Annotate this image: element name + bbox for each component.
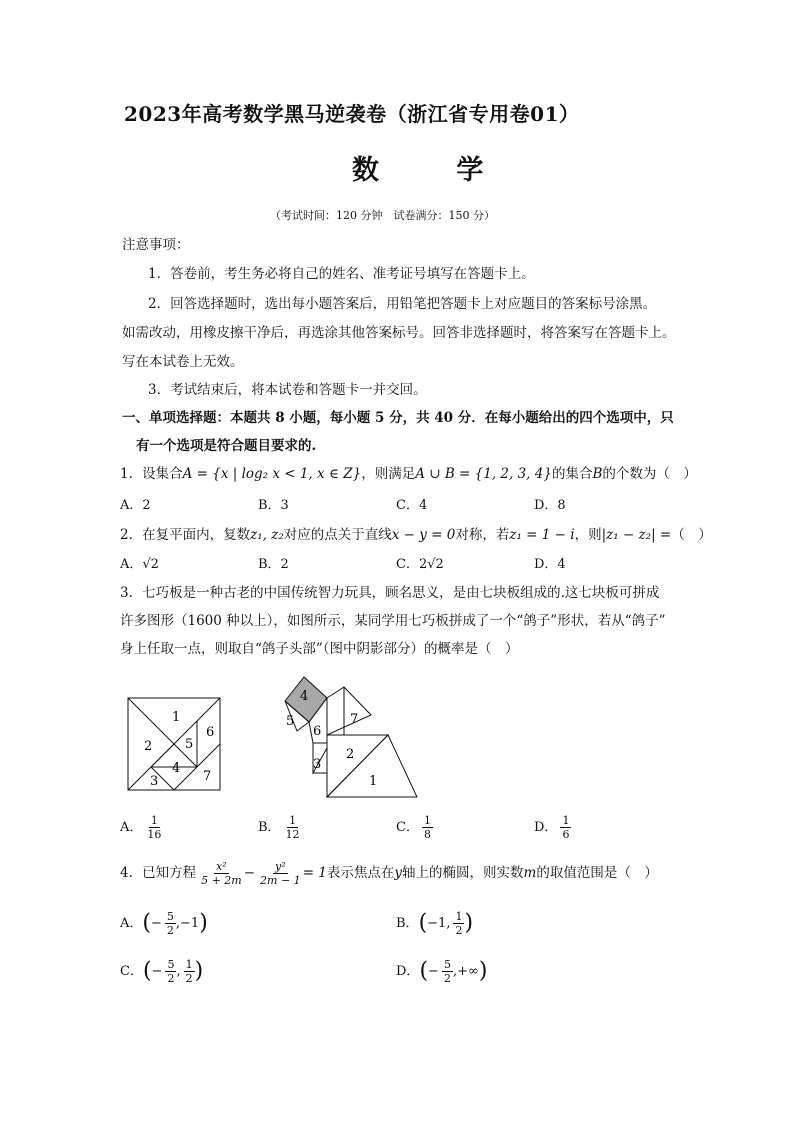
q4-fraction-y [258, 860, 303, 887]
q3-option-a-letter: A． [120, 820, 143, 835]
q3-option-c-num: 1 [423, 814, 431, 827]
q4-option-c-right-den: 2 [185, 972, 193, 985]
question-3-line1: 3．七巧板是一种古老的中国传统智力玩具，顾名思义，是由七块板组成的.这七块板可拼成 [120, 585, 660, 601]
q1-b-var: B [592, 466, 603, 482]
q1-text-a: 1．设集合 [120, 466, 183, 482]
q1-text-d: 的个数为（ ） [602, 466, 697, 482]
time-info: （考试时间：120 分钟 试卷满分：150 分） [270, 209, 495, 222]
pigeon-label-5: 5 [286, 714, 295, 729]
q3-option-b-fraction [284, 814, 302, 841]
question-4-stem [120, 860, 658, 887]
q1-option-c: C．4 [396, 498, 428, 513]
q4-option-b-frac [453, 910, 464, 937]
q4-option-c-right-frac [184, 958, 195, 985]
q4-option-a-left-num: 5 [166, 910, 174, 923]
q4-option-a-letter: A． [120, 916, 143, 931]
q3-option-d-num: 1 [562, 814, 570, 827]
q4-option-d-frac [442, 958, 453, 985]
notice-item-3: 3．考试结束后，将本试卷和答题卡一并交回。 [148, 382, 427, 398]
q1-option-d: D．8 [534, 498, 566, 513]
q1-text-b: ，则满足 [361, 466, 416, 482]
q1-set-expr: A = {x | log₂ x < 1, x ∈ Z} [182, 466, 362, 482]
pigeon-label-3: 3 [313, 757, 322, 772]
q4-option-d-right: +∞ [457, 964, 479, 979]
q3-option-c [396, 814, 433, 841]
section-heading-line2: 有一个选项是符合题目要求的. [136, 438, 317, 454]
q3-option-a-den: 16 [147, 828, 162, 841]
q2-option-d: D．4 [534, 557, 566, 572]
notice-item-2a: 2．回答选择题时，选出每小题答案后，用铅笔把答题卡上对应题目的答案标号涂黑。 [148, 296, 657, 312]
square-label-5: 5 [185, 737, 194, 752]
q4-option-b: B．(−1, $\frac{1}{2}$ ) [396, 910, 474, 937]
q3-option-d-letter: D． [534, 820, 558, 835]
square-label-7: 7 [203, 769, 212, 784]
q3-option-a-fraction [145, 814, 163, 841]
q1-text-c: 的集合 [551, 466, 593, 482]
q2-option-c: C．2√2 [396, 557, 444, 572]
square-label-3: 3 [150, 774, 159, 789]
q4-m-var: m [523, 865, 537, 881]
q4-text-c: 轴上的椭圆，则实数 [402, 865, 524, 881]
q3-option-c-letter: C． [396, 820, 419, 835]
q4-option-b-right-den: 2 [455, 924, 463, 937]
q4-option-c-right-num: 1 [185, 958, 193, 971]
q4-f1-num: x² [216, 860, 227, 873]
notice-item-2c: 写在本试卷上无效。 [122, 354, 244, 370]
q4-option-a-frac [165, 910, 176, 937]
square-label-2: 2 [144, 739, 153, 754]
q2-line-expr: x − y = 0 [391, 527, 456, 543]
q4-option-b-right-num: 1 [455, 910, 463, 923]
q3-option-a-num: 1 [150, 814, 158, 827]
q4-option-c: C．(− $\frac{5}{2}$ , $\frac{1}{2}$ ) [120, 958, 204, 985]
notice-item-2b: 如需改动，用橡皮擦干净后，再选涂其他答案标号。回答非选择题时，将答案写在答题卡上。 [122, 325, 676, 341]
q4-option-d-left-num: 5 [443, 958, 451, 971]
q4-option-a: A．(− $\frac{5}{2}$ ,−1) [120, 910, 208, 937]
q4-option-a-left-den: 2 [166, 924, 174, 937]
q4-option-d: D．(− $\frac{5}{2}$ ,+∞) [396, 958, 488, 985]
q3-option-c-fraction [422, 814, 433, 841]
question-1-stem [120, 462, 697, 482]
notice-item-1: 1．答卷前，考生务必将自己的姓名、准考证号填写在答题卡上。 [148, 266, 535, 282]
tangram-square-figure [124, 694, 224, 794]
q4-option-d-left-den: 2 [443, 972, 451, 985]
q3-option-b-letter: B． [258, 820, 281, 835]
square-label-4: 4 [172, 761, 181, 776]
q3-option-b-num: 1 [289, 814, 297, 827]
q1-option-a: A．2 [120, 498, 151, 513]
exam-title: 2023年高考数学黑马逆袭卷（浙江省专用卷01） [124, 102, 580, 126]
pigeon-label-2: 2 [346, 747, 355, 762]
pigeon-label-4: 4 [300, 689, 309, 704]
q3-option-b [258, 814, 302, 841]
q4-option-b-left: −1 [427, 916, 447, 931]
section-heading-line1: 一、单项选择题：本题共 8 小题，每小题 5 分，共 40 分．在每小题给出的四个选项中，只 [122, 410, 674, 426]
square-label-6: 6 [206, 725, 215, 740]
q4-y-var: y [394, 865, 403, 881]
q2-z1-expr: z₁ = 1 − i [509, 527, 575, 543]
pigeon-label-7: 7 [350, 712, 359, 727]
q4-text-b: 表示焦点在 [326, 865, 395, 881]
q4-f2-den: 2m − 1 [260, 874, 301, 887]
q3-option-b-den: 12 [285, 828, 300, 841]
square-label-1: 1 [172, 710, 181, 725]
subject-title: 数 学 [352, 155, 518, 186]
q4-option-a-right: −1 [180, 916, 200, 931]
q4-eq: = 1 [302, 865, 327, 881]
q4-option-c-left-frac [165, 958, 176, 985]
q2-option-a: A．√2 [120, 557, 159, 572]
q4-f1-den: 5 + 2m [201, 874, 242, 887]
q4-f2-num: y² [275, 860, 286, 873]
q2-abs-expr: |z₁ − z₂| = [601, 527, 672, 543]
q2-text-a: 2．在复平面内，复数 [120, 527, 251, 543]
q4-option-c-left-den: 2 [167, 972, 175, 985]
q3-option-d [534, 814, 571, 841]
q3-option-d-fraction [560, 814, 571, 841]
q3-option-c-den: 8 [423, 828, 431, 841]
q4-option-b-letter: B． [396, 916, 419, 931]
notice-heading: 注意事项： [122, 237, 190, 253]
q2-z-vars: z₁, z₂ [250, 527, 284, 543]
q4-option-d-letter: D． [396, 964, 420, 979]
pigeon-label-1: 1 [369, 774, 378, 789]
q2-text-b: 对应的点关于直线 [283, 527, 392, 543]
q4-option-c-letter: C． [120, 964, 143, 979]
question-3-line2: 许多图形（1600 种以上），如图所示，某同学用七巧板拼成了一个“鸽子”形状，若从“鸽子” [120, 613, 666, 629]
question-3-line3: 身上任取一点，则取自“鸽子头部”（图中阴影部分）的概率是（ ） [120, 641, 519, 657]
q4-fraction-x [199, 860, 244, 887]
question-2-stem [120, 523, 712, 543]
pigeon-label-6: 6 [313, 724, 322, 739]
q1-option-b: B．3 [258, 498, 289, 513]
q3-option-d-den: 6 [562, 828, 570, 841]
q3-option-a [120, 814, 163, 841]
q4-text-a: 4．已知方程 [120, 865, 197, 881]
tangram-pigeon-figure [276, 673, 421, 801]
q4-minus: − [243, 865, 256, 881]
q4-text-d: 的取值范围是（ ） [536, 865, 658, 881]
q2-option-b: B．2 [258, 557, 289, 572]
q2-text-d: ，则 [574, 527, 602, 543]
q2-text-e: （ ） [671, 527, 712, 543]
q4-option-c-left-num: 5 [167, 958, 175, 971]
q2-text-c: 对称，若 [455, 527, 510, 543]
q1-union-expr: A ∪ B = {1, 2, 3, 4} [415, 466, 552, 482]
